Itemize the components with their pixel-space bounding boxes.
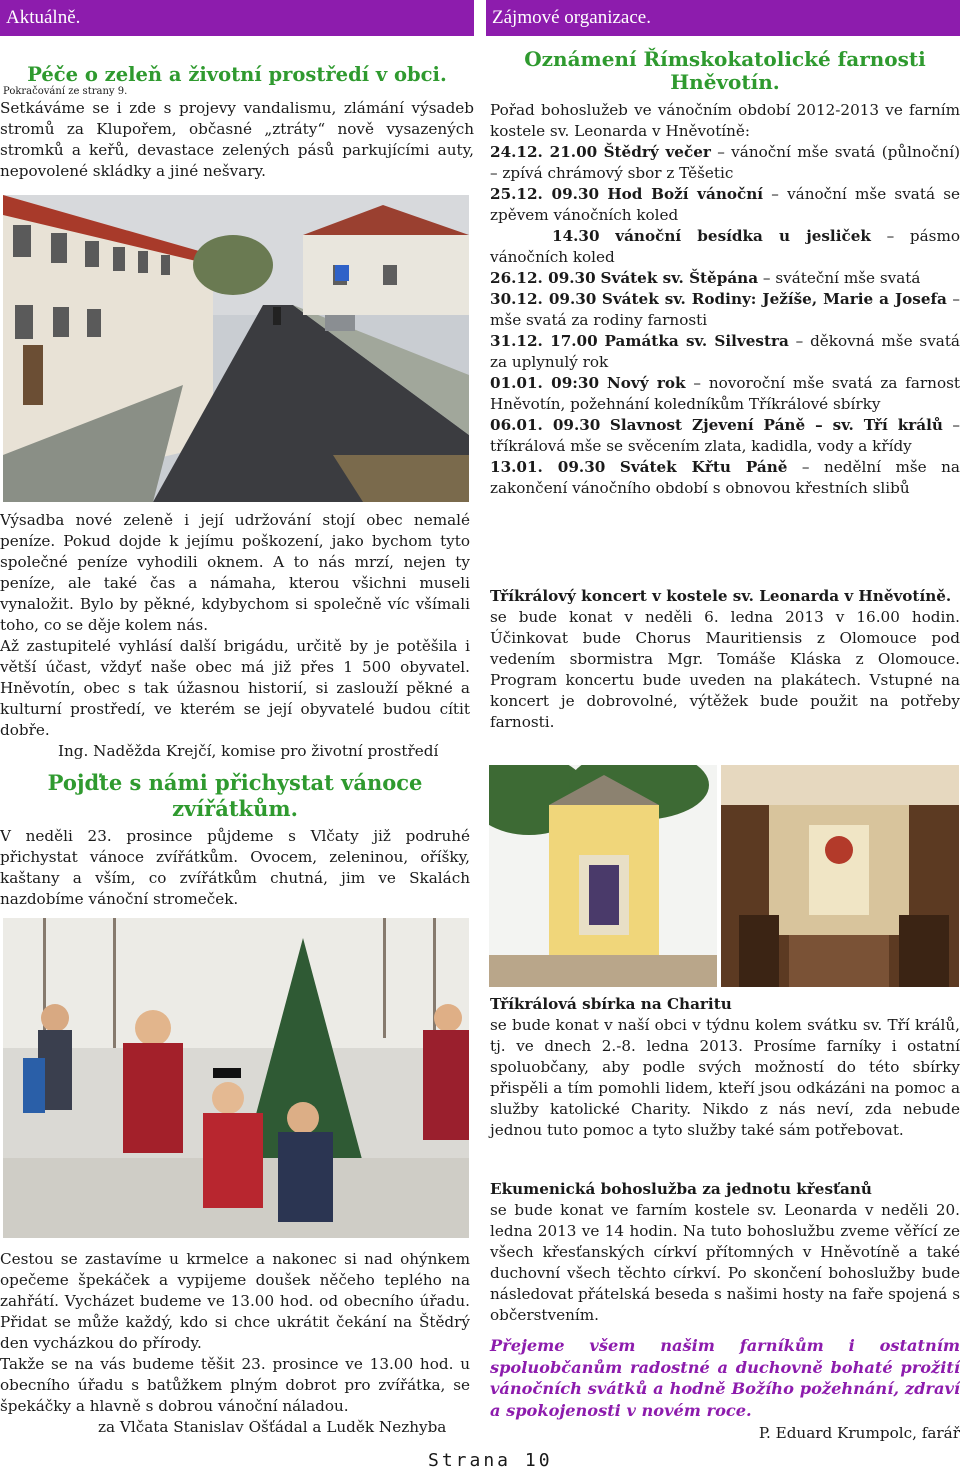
schedule-item [490, 226, 960, 268]
street-photo [3, 195, 469, 502]
schedule-event: Štědrý večer [603, 143, 711, 161]
schedule-item [490, 142, 960, 184]
schedule-event: Svátek Křtu Páně [619, 458, 788, 476]
parish-title-line-2: Hněvotín. [670, 70, 780, 94]
schedule-description: – nedělní mše na zakončení vánočního období s obnovou křestních slibů [490, 458, 960, 497]
article-para-2: Až zastupitelé vyhlásí další brigádu, určitě by je potěšila i větší účast, vždyť naše obec má již přes 1 500 obyvatel. Hněvotín, obec s tak úžasnou historií, si zaslouží pěkné a kulturní prostředí, ve kterém se její obyvatelé budou cítit dobře. [0, 637, 470, 739]
ecumenical-title: Ekumenická bohoslužba za jednotu křesťanů [490, 1180, 872, 1198]
page-number: Strana 10 [428, 1450, 553, 1471]
schedule-item [490, 331, 960, 373]
schedule-date: 01.01. 09:30 [490, 374, 600, 392]
concert-title: Tříkrálový koncert v kostele sv. Leonarda v Hněvotíně. [490, 587, 952, 605]
children-photo [3, 918, 469, 1238]
schedule-description: – tříkrálová mše se svěcením zlata, kadidla, vody a křídy [490, 416, 960, 455]
left-column [0, 0, 474, 182]
schedule-description: – novoroční mše svatá za farnost Hněvotín, požehnání koledníkům Tříkrálové sbírky [490, 374, 960, 413]
schedule-description: – sváteční mše svatá [758, 269, 921, 287]
continued-note: Pokračování ze strany 9. [3, 86, 128, 97]
left-footer-text [0, 1249, 470, 1438]
title-animals-line-2: zvířátkům. [172, 796, 298, 821]
schedule-item [490, 415, 960, 457]
title-animals-line-1: Pojďte s námi přichystat vánoce [47, 770, 423, 795]
schedule-description: – děkovná mše svatá za uplynulý rok [490, 332, 960, 371]
schedule-event: Nový rok [606, 374, 686, 392]
schedule-description: – vánoční mše svatá (půlnoční) – zpívá chrámový sbor z Těšetic [490, 143, 960, 182]
charity-text: se bude konat v naší obci v týdnu kolem svátku sv. Tří králů, tj. ve dnech 2.-8. ledna 2013. Prosíme farníky i ostatní spoluobčany, aby podle svých možností do této sbírky přispěli a tím pomohli lidem, kteří jsou odkázáni na pomoc a služby katolické Charity. Nikdo z nás neví, zda nebude jednou tuto pomoc a tyto služby také sám potřebovat. [490, 1016, 960, 1139]
schedule-item [490, 289, 960, 331]
schedule-description: – mše svatá za rodiny farnosti [490, 290, 960, 329]
schedule-date: 31.12. 17.00 [490, 332, 598, 350]
mass-schedule [490, 142, 960, 499]
schedule-description: – vánoční mše svatá se zpěvem vánočních koled [490, 185, 960, 224]
schedule-date: 30.12. 09.30 [490, 290, 597, 308]
concert-text: se bude konat v neděli 6. ledna 2013 v 16.00 hodin. Účinkovat bude Chorus Mauritiensis z Olomouce pod vedením sbormistra Mgr. Tomáše Kláska z Olomouce. Program koncertu bude uveden na plakátech. Vstupné na koncert je dobrovolné, výtěžek bude použit na potřeby farnosti. [490, 608, 960, 731]
right-column [486, 0, 960, 499]
parish-title [486, 48, 960, 94]
animals-para-2: Cestou se zastavíme u krmelce a nakonec si nad ohýnkem opečeme špekáček a vypijeme doušek něčeho teplého na zahřátí. Vycházet budeme ve 13.00 hod. od obecního úřadu. Přidat se může každý, kdo si chce ukrátit čekání na Štědrý den vycházkou do přírody. [0, 1250, 470, 1352]
animals-signature: za Vlčata Stanislav Ošťádal a Luděk Nezhyba [98, 1418, 447, 1436]
ecumenical-text: se bude konat ve farním kostele sv. Leonarda v neděli 20. ledna 2013 ve 14 hodin. Na tuto bohoslužbu zveme věřící ze všech křesťanských církví přítomných v Hněvotíně a také duchovní všech těchto církví. Po skončení bohoslužby bude následovat přátelská beseda s našimi hosty na faře spojená s občerstvením. [490, 1201, 960, 1324]
parish-title-line-1: Oznámení Římskokatolické farnosti [524, 47, 926, 71]
schedule-date: 13.01. 09.30 [490, 458, 606, 476]
schedule-description: – pásmo vánočních koled [490, 227, 960, 266]
priest-signature: P. Eduard Krumpolc, farář [758, 1424, 960, 1442]
animals-para-3: Takže se na vás budeme těšit 23. prosince ve 13.00 hod. u obecního úřadu s batůžkem plným dobrot pro zvířátka, se špekáčky a hlavně s dobrou vánoční náladou. [0, 1355, 470, 1415]
schedule-date: 06.01. 09.30 [490, 416, 601, 434]
article-title-greenery: Péče o zeleň a životní prostředí v obci. [27, 63, 447, 86]
schedule-event: vánoční besídka u jesliček [615, 227, 871, 245]
schedule-event: Památka sv. Silvestra [604, 332, 789, 350]
schedule-item [490, 184, 960, 226]
schedule-item [490, 268, 960, 289]
charity-section [490, 994, 960, 1141]
schedule-date: 14.30 [552, 227, 600, 245]
church-photo [489, 765, 959, 987]
section-header-organizations: Zájmové organizace. [486, 0, 960, 36]
schedule-date: 26.12. 09.30 [490, 269, 596, 287]
article-intro: Setkáváme se i zde s projevy vandalismu, zlámání výsadeb stromů za Klupořem, občasné „ztráty“ nově vysazených stromků a keřů, devastace zelených pásů parkujícími auty, nepovolené skládky a jiné nešvary. [0, 99, 474, 180]
christmas-blessing: Přejeme všem našim farníkům i ostatním spoluobčanům radostné a duchovně bohaté prožití vánočních svátků a hodně Božího požehnání, zdraví a spokojenosti v novém roce. [490, 1336, 960, 1420]
schedule-event: Slavnost Zjevení Páně – sv. Tří králů [609, 416, 943, 434]
schedule-event: Svátek sv. Rodiny: Ježíše, Marie a Josefa [601, 290, 947, 308]
schedule-item [490, 373, 960, 415]
schedule-event: Svátek sv. Štěpána [600, 269, 759, 287]
article-signature: Ing. Naděžda Krejčí, komise pro životní prostředí [58, 742, 439, 760]
schedule-item [490, 457, 960, 499]
schedule-event: Hod Boží vánoční [607, 185, 764, 203]
article-para-1: Výsadba nové zeleně i její udržování stojí obec nemalé peníze. Pokud dojde k jejímu poškození, jako bychom tyto společné peníze vyhodili oknem. A to nás mrzí, nejen ty peníze, ale také čas a námaha, kterou všichni museli vynaložit. Bylo by pěkné, kdybychom si společně víc všímali toho, co se děje kolem nás. [0, 511, 470, 634]
schedule-intro: Pořad bohoslužeb ve vánočním období 2012-2013 ve farním kostele sv. Leonarda v Hněvotíně: [490, 101, 960, 140]
charity-title: Tříkrálová sbírka na Charitu [490, 995, 732, 1013]
schedule-date: 24.12. 21.00 [490, 143, 598, 161]
left-body [0, 510, 470, 910]
article-title-animals [0, 770, 470, 822]
section-header-news: Aktuálně. [0, 0, 474, 36]
animals-para-1: V neděli 23. prosince půjdeme s Vlčaty již podruhé přichystat vánoce zvířátkům. Ovocem, zeleninou, oříšky, kaštany a vším, co zvířátkům chutná, jim ve Skalách nazdobíme vánoční stromeček. [0, 827, 470, 908]
schedule-date: 25.12. 09.30 [490, 185, 600, 203]
concert-section [490, 586, 960, 733]
ecumenical-section [490, 1179, 960, 1444]
